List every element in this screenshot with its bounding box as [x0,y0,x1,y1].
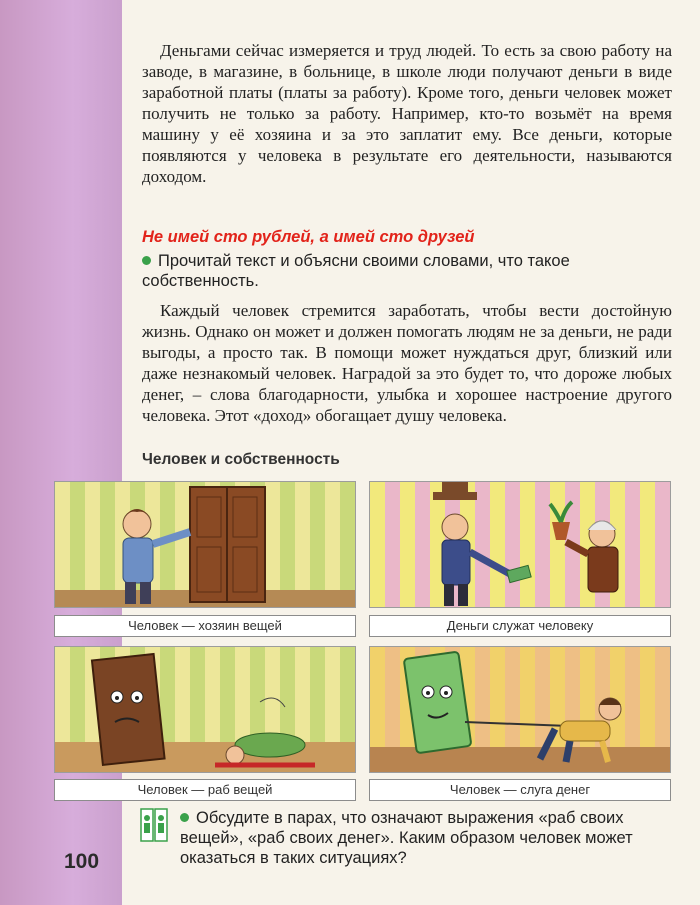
task-discuss-text: Обсудите в парах, что означают выражения «раб своих вещей», «раб своих денег». Каким образом человек может оказаться в таких ситуациях? [180,809,633,867]
pair-work-icon [140,808,168,842]
money-serves-scene-icon [370,482,670,607]
caption-owner: Человек — хозяин вещей [54,615,356,637]
illustration-owner [54,481,356,608]
page-number: 100 [64,850,100,873]
illustration-servant-money [369,646,671,773]
caption-slave-things: Человек — раб вещей [54,779,356,801]
caption-money-serves: Деньги служат человеку [369,615,671,637]
paragraph-help-text: Каждый человек стремится заработать, чтобы вести достойную жизнь. Однако он может и должен помогать людям не за деньги, не ради выгоды, а просто так. В помощи может нуждаться друг, близкий или даже незнакомый человек. Наградой за это будет то, что дороже любых денег, – слова благодарности, улыбка и хорошее настроение другого человека. Этот «доход» обогащает душу человека. [142,301,672,425]
paragraph-income-text: Деньгами сейчас измеряется и труд людей. То есть за свою работу на заводе, в магазине, в больнице, в школе люди получают деньги в виде заработной платы (платы за работу). Кроме того, деньги человек может получить не только за работу. Например, кто-то возьмёт на время машину у её хозяина и за это заплатит ему. Все деньги, которые появляются у человека в результате его деятельности, называются доходом. [142,41,672,186]
task-property [142,251,672,291]
section-heading: Человек и собственность [142,451,340,468]
owner-scene-icon [55,482,355,607]
servant-money-scene-icon [370,647,670,772]
proverb-heading: Не имей сто рублей, а имей сто друзей [142,228,475,246]
green-bullet-icon [142,256,151,265]
paragraph-income [142,40,672,187]
illustration-money-serves [369,481,671,608]
slave-things-scene-icon [55,647,355,772]
illustration-slave-things [54,646,356,773]
caption-servant-money: Человек — слуга денег [369,779,671,801]
green-bullet-icon [180,813,189,822]
task-discuss [180,808,672,868]
task-property-text: Прочитай текст и объясни своими словами, что такое собственность. [142,252,570,290]
paragraph-help [142,300,672,426]
